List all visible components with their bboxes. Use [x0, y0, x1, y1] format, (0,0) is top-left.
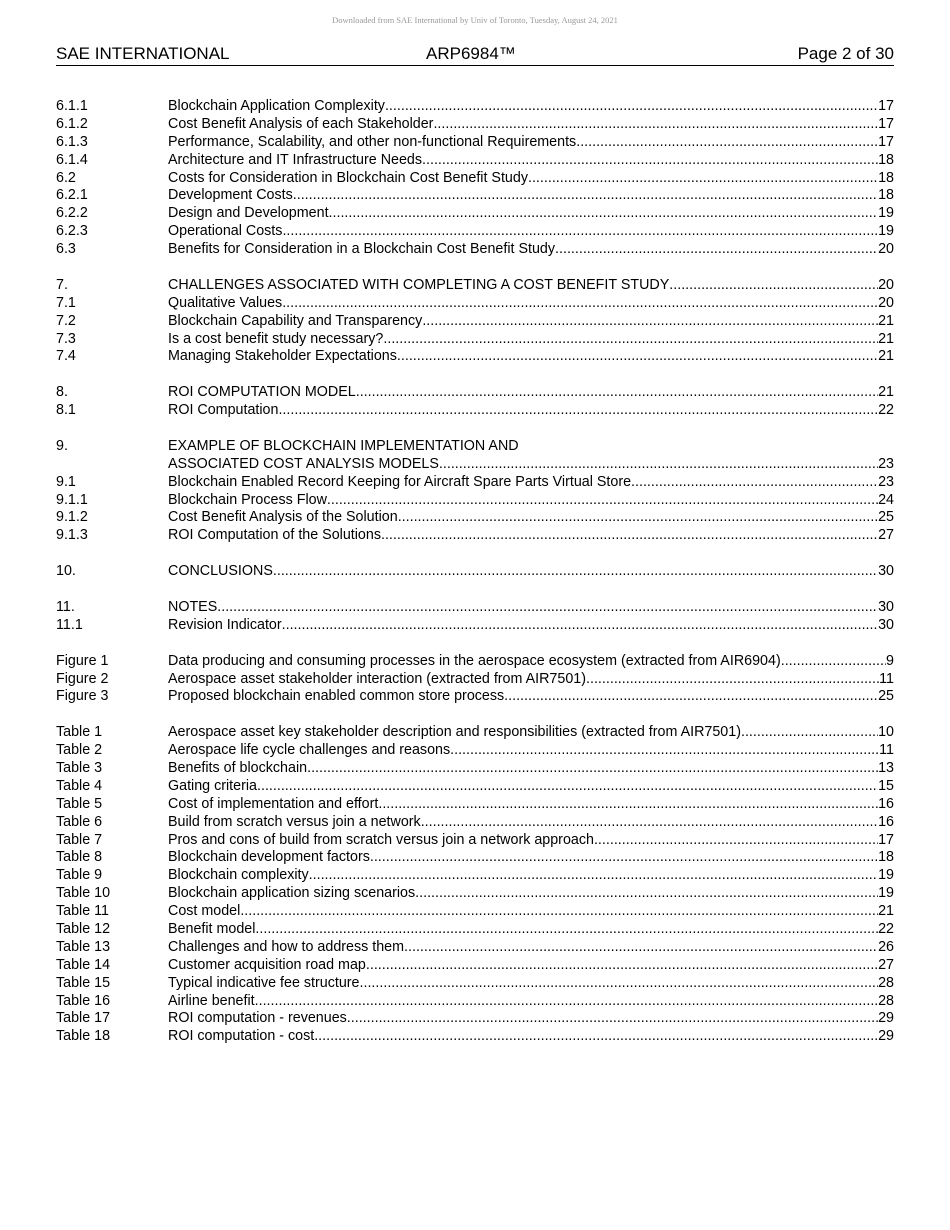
toc-entry-body — [168, 671, 894, 689]
toc-entry-number: 7.2 — [56, 312, 76, 329]
toc-entry-title: Development Costs — [168, 187, 293, 204]
toc-entry-body — [168, 1010, 894, 1028]
dot-leader — [576, 134, 878, 152]
toc-entry-page: 21 — [878, 384, 894, 401]
dot-leader — [378, 796, 878, 814]
toc-entry-page: 17 — [878, 133, 894, 150]
toc-entry[interactable] — [56, 1010, 894, 1028]
toc-entry-body — [168, 957, 894, 975]
dot-leader — [555, 241, 878, 259]
toc-entry[interactable] — [56, 492, 894, 510]
toc-entry-title: Aerospace asset key stakeholder description and responsibilities (extracted from AIR7501) — [168, 724, 741, 741]
toc-entry-body — [168, 241, 894, 259]
toc-entry-body — [168, 903, 894, 921]
toc-entry-number: 9.1.3 — [56, 527, 88, 544]
dot-leader — [504, 688, 878, 706]
toc-entry-page: 30 — [878, 598, 894, 615]
toc-entry-body — [168, 134, 894, 152]
toc-entry-title: Managing Stakeholder Expectations — [168, 348, 397, 365]
toc-entry-number: 8. — [56, 384, 68, 401]
toc-entry-body — [168, 617, 894, 635]
toc-entry-body — [168, 98, 894, 116]
toc-entry-page: 29 — [878, 1010, 894, 1027]
toc-entry-number: 9. — [56, 437, 68, 454]
toc-entry-title: CONCLUSIONS — [168, 563, 273, 580]
toc-entry[interactable] — [56, 903, 894, 921]
toc-entry-page: 23 — [878, 473, 894, 490]
dot-leader — [385, 98, 878, 116]
toc-entry-page: 20 — [878, 294, 894, 311]
toc-entry-title: Gating criteria — [168, 777, 257, 794]
toc-entry[interactable] — [56, 277, 894, 295]
toc-entry-title: Proposed blockchain enabled common store process — [168, 688, 505, 705]
toc-entry-number: 7.3 — [56, 330, 76, 347]
dot-leader — [381, 527, 878, 545]
toc-entry-number: 6.3 — [56, 241, 76, 258]
dot-leader — [397, 348, 878, 366]
document-id: ARP6984™ — [426, 44, 516, 63]
toc-entry[interactable] — [56, 939, 894, 957]
toc-entry-number: Table 7 — [56, 831, 103, 848]
toc-entry[interactable] — [56, 1028, 894, 1046]
dot-leader — [383, 331, 878, 349]
page-number: Page 2 of 30 — [797, 44, 894, 63]
dot-leader — [309, 867, 878, 885]
toc-entry-page: 27 — [878, 527, 894, 544]
toc-entry-number: 9.1 — [56, 473, 76, 490]
toc-entry-title: ROI Computation — [168, 402, 279, 419]
toc-group — [56, 563, 894, 581]
toc-entry-number: 6.1.3 — [56, 133, 88, 150]
toc-entry-title: Customer acquisition road map — [168, 956, 366, 973]
toc-entry-title: Challenges and how to address them — [168, 938, 405, 955]
toc-entry-number: Table 8 — [56, 849, 103, 866]
toc-entry-body — [168, 814, 894, 832]
toc-entry-title: Blockchain Process Flow — [168, 491, 327, 508]
dot-leader — [781, 653, 886, 671]
toc-entry-page: 13 — [878, 759, 894, 776]
dot-leader — [329, 205, 879, 223]
toc-entry[interactable] — [56, 993, 894, 1011]
toc-entry-number: 11.1 — [56, 616, 83, 633]
toc-entry-title: Airline benefit — [168, 992, 255, 1009]
toc-entry[interactable] — [56, 527, 894, 545]
dot-leader — [741, 724, 878, 742]
toc-entry-number: 6.1.4 — [56, 151, 88, 168]
toc-entry-title: Benefits for Consideration in a Blockchain Cost Benefit Study — [168, 241, 556, 258]
dot-leader — [404, 939, 878, 957]
toc-entry-title: Architecture and IT Infrastructure Needs — [168, 151, 423, 168]
toc-entry-body — [168, 456, 894, 474]
toc-entry-body — [168, 474, 894, 492]
dot-leader — [255, 921, 878, 939]
dot-leader — [356, 384, 878, 402]
toc-entry[interactable] — [56, 331, 894, 349]
toc-group — [56, 384, 894, 420]
toc-entry[interactable] — [56, 653, 894, 671]
toc-entry[interactable] — [56, 313, 894, 331]
toc-entry-title: Revision Indicator — [168, 616, 282, 633]
dot-leader — [257, 778, 878, 796]
toc-entry-body — [168, 599, 894, 617]
toc-entry-number: 7. — [56, 276, 68, 293]
toc-entry-number: Table 6 — [56, 813, 103, 830]
toc-entry-title: CHALLENGES ASSOCIATED WITH COMPLETING A COST BENEFIT STUDY — [168, 276, 670, 293]
toc-entry[interactable] — [56, 223, 894, 241]
toc-entry[interactable] — [56, 867, 894, 885]
toc-entry[interactable] — [56, 617, 894, 635]
toc-entry-title: NOTES — [168, 598, 218, 615]
toc-entry-body — [168, 116, 894, 134]
toc-entry-body — [168, 277, 894, 295]
toc-entry-body — [168, 331, 894, 349]
dot-leader — [433, 116, 878, 134]
dot-leader — [278, 402, 878, 420]
toc-entry[interactable] — [56, 724, 894, 742]
toc-entry-body — [168, 492, 894, 510]
toc-entry-number: 9.1.2 — [56, 509, 88, 526]
toc-entry[interactable] — [56, 742, 894, 760]
dot-leader — [360, 975, 879, 993]
toc-entry[interactable] — [56, 760, 894, 778]
dot-leader — [282, 617, 878, 635]
toc-entry-title: Blockchain application sizing scenarios — [168, 885, 416, 902]
toc-entry-title: ASSOCIATED COST ANALYSIS MODELS — [168, 455, 439, 472]
toc-entry-number: Table 15 — [56, 974, 111, 991]
toc-entry-title: Blockchain development factors — [168, 849, 370, 866]
toc-entry-page: 23 — [878, 455, 894, 472]
toc-entry-title: Blockchain Enabled Record Keeping for Aircraft Spare Parts Virtual Store — [168, 473, 632, 490]
toc-entry-page: 25 — [878, 688, 894, 705]
toc-entry-body — [168, 867, 894, 885]
toc-entry[interactable] — [56, 134, 894, 152]
toc-entry-title: Cost Benefit Analysis of each Stakeholder — [168, 115, 434, 132]
toc-entry-number: Table 17 — [56, 1010, 111, 1027]
toc-entry[interactable] — [56, 187, 894, 205]
toc-entry-page: 28 — [878, 974, 894, 991]
toc-group — [56, 653, 894, 707]
toc-entry-number: 8.1 — [56, 402, 76, 419]
toc-entry-page: 19 — [878, 867, 894, 884]
dot-leader — [450, 742, 879, 760]
toc-entry-number: Table 2 — [56, 742, 103, 759]
dot-leader — [255, 993, 878, 1011]
toc-entry-page: 27 — [878, 956, 894, 973]
toc-entry-number: Table 12 — [56, 920, 111, 937]
toc-entry-title: Operational Costs — [168, 223, 283, 240]
toc-entry-body — [168, 832, 894, 850]
dot-leader — [422, 152, 878, 170]
toc-entry-body — [168, 742, 894, 760]
dot-leader — [422, 313, 878, 331]
toc-entry-body — [168, 778, 894, 796]
toc-entry-body — [168, 849, 894, 867]
toc-entry[interactable] — [56, 975, 894, 993]
dot-leader — [631, 474, 878, 492]
toc-entry-page: 29 — [878, 1028, 894, 1045]
dot-leader — [421, 814, 878, 832]
toc-entry[interactable] — [56, 438, 894, 456]
toc-entry-page: 18 — [878, 849, 894, 866]
toc-group — [56, 438, 894, 545]
toc-entry-body — [168, 527, 894, 545]
toc-entry-body — [168, 438, 894, 456]
dot-leader — [415, 885, 878, 903]
toc-entry[interactable] — [56, 348, 894, 366]
toc-entry-page: 16 — [878, 813, 894, 830]
toc-entry-number: Table 10 — [56, 885, 111, 902]
toc-entry-page: 22 — [878, 402, 894, 419]
toc-entry-page: 18 — [878, 169, 894, 186]
toc-entry-page: 30 — [878, 563, 894, 580]
toc-entry-body — [168, 724, 894, 742]
running-header — [56, 44, 894, 66]
toc-group — [56, 599, 894, 635]
toc-entry-body — [168, 760, 894, 778]
toc-entry-body — [168, 402, 894, 420]
toc-entry-number: Figure 2 — [56, 670, 109, 687]
dot-leader — [307, 760, 878, 778]
toc-entry-title: ROI COMPUTATION MODEL — [168, 384, 356, 401]
toc-entry-title: Pros and cons of build from scratch versus join a network approach — [168, 831, 594, 848]
toc-entry-body — [168, 205, 894, 223]
toc-entry-number: Table 5 — [56, 795, 103, 812]
toc-entry-title: Benefit model — [168, 920, 256, 937]
toc-entry-page: 10 — [878, 724, 894, 741]
toc-entry-title: Design and Development — [168, 205, 329, 222]
toc-entry-title: Aerospace life cycle challenges and reasons — [168, 742, 451, 759]
toc-entry-body — [168, 509, 894, 527]
toc-entry-number: Table 13 — [56, 938, 111, 955]
toc-entry-page: 17 — [878, 831, 894, 848]
toc-entry-body — [168, 563, 894, 581]
toc-entry-page: 18 — [878, 151, 894, 168]
toc-group — [56, 277, 894, 366]
toc-entry-page: 21 — [878, 312, 894, 329]
toc-entry-number: Table 9 — [56, 867, 103, 884]
toc-entry-number: Table 14 — [56, 956, 111, 973]
toc-entry[interactable] — [56, 241, 894, 259]
toc-entry-body — [168, 313, 894, 331]
toc-entry-page: 19 — [878, 205, 894, 222]
dot-leader — [240, 903, 878, 921]
toc-entry-title: ROI computation - cost — [168, 1028, 315, 1045]
toc-entry[interactable] — [56, 778, 894, 796]
toc-entry-body — [168, 921, 894, 939]
toc-entry-page: 18 — [878, 187, 894, 204]
table-of-contents — [56, 98, 894, 1064]
toc-entry-title: Blockchain Capability and Transparency — [168, 312, 423, 329]
toc-entry-title: Is a cost benefit study necessary? — [168, 330, 384, 347]
toc-entry[interactable] — [56, 98, 894, 116]
dot-leader — [282, 223, 878, 241]
publisher-name: SAE INTERNATIONAL — [56, 44, 230, 63]
toc-entry-number: Table 11 — [56, 903, 109, 920]
toc-entry[interactable] — [56, 885, 894, 903]
toc-entry-body — [168, 223, 894, 241]
toc-entry-page: 21 — [878, 348, 894, 365]
toc-entry-number: 7.4 — [56, 348, 76, 365]
toc-entry[interactable] — [56, 832, 894, 850]
toc-entry[interactable] — [56, 384, 894, 402]
toc-entry-number: Table 4 — [56, 777, 103, 794]
toc-entry-page: 22 — [878, 920, 894, 937]
toc-entry-body — [168, 384, 894, 402]
toc-entry-body — [168, 993, 894, 1011]
toc-group — [56, 724, 894, 1046]
toc-entry[interactable] — [56, 671, 894, 689]
toc-entry-page: 19 — [878, 885, 894, 902]
toc-entry-body — [168, 170, 894, 188]
dot-leader — [366, 957, 878, 975]
toc-entry-number: 6.1.1 — [56, 98, 88, 114]
toc-entry-number: 6.1.2 — [56, 115, 88, 132]
toc-entry-page: 26 — [878, 938, 894, 955]
toc-entry-page: 16 — [878, 795, 894, 812]
dot-leader — [398, 509, 878, 527]
toc-entry-page: 9 — [886, 652, 894, 669]
toc-entry-title: Qualitative Values — [168, 294, 283, 311]
toc-entry-number: 7.1 — [56, 294, 76, 311]
dot-leader — [282, 295, 878, 313]
toc-entry-title: ROI computation - revenues — [168, 1010, 347, 1027]
toc-entry-number: 6.2.2 — [56, 205, 88, 222]
toc-entry-title: Aerospace asset stakeholder interaction (extracted from AIR7501) — [168, 670, 587, 687]
toc-entry-body — [168, 975, 894, 993]
toc-entry-number: 11. — [56, 598, 75, 615]
toc-entry[interactable] — [56, 796, 894, 814]
toc-group — [56, 98, 894, 259]
toc-entry-number: 6.2 — [56, 169, 76, 186]
toc-entry-page: 17 — [878, 115, 894, 132]
toc-entry-body — [168, 653, 894, 671]
dot-leader — [586, 671, 879, 689]
toc-entry[interactable] — [56, 599, 894, 617]
toc-entry-page: 19 — [878, 223, 894, 240]
toc-entry-number: 6.2.3 — [56, 223, 88, 240]
toc-entry-title: Performance, Scalability, and other non-functional Requirements — [168, 133, 577, 150]
toc-entry[interactable] — [56, 205, 894, 223]
toc-entry-page: 11 — [879, 670, 894, 687]
toc-entry-title: Blockchain complexity — [168, 867, 309, 884]
dot-leader — [347, 1010, 878, 1028]
toc-entry[interactable] — [56, 295, 894, 313]
toc-entry-body — [168, 187, 894, 205]
toc-entry-number: Table 16 — [56, 992, 111, 1009]
toc-entry-page: 24 — [878, 491, 894, 508]
toc-entry[interactable] — [56, 814, 894, 832]
toc-entry-title: Benefits of blockchain — [168, 759, 308, 776]
dot-leader — [669, 277, 878, 295]
toc-entry-title: EXAMPLE OF BLOCKCHAIN IMPLEMENTATION AND — [168, 437, 519, 454]
toc-entry-number: Figure 3 — [56, 688, 109, 705]
dot-leader — [293, 187, 878, 205]
toc-entry-body — [168, 348, 894, 366]
toc-entry-title: Cost of implementation and effort — [168, 795, 379, 812]
toc-entry-title: Typical indicative fee structure — [168, 974, 360, 991]
toc-entry-page: 20 — [878, 241, 894, 258]
toc-entry-body — [168, 796, 894, 814]
toc-entry-title: ROI Computation of the Solutions — [168, 527, 381, 544]
toc-entry[interactable] — [56, 402, 894, 420]
toc-entry-title: Build from scratch versus join a network — [168, 813, 421, 830]
toc-entry-number: Table 18 — [56, 1028, 111, 1045]
toc-entry-body — [168, 885, 894, 903]
toc-entry-body — [168, 688, 894, 706]
toc-entry[interactable] — [56, 116, 894, 134]
dot-leader — [594, 832, 878, 850]
toc-entry-number: 6.2.1 — [56, 187, 88, 204]
dot-leader — [314, 1028, 878, 1046]
toc-entry[interactable] — [56, 849, 894, 867]
toc-entry-body — [168, 295, 894, 313]
toc-entry-page: 21 — [878, 330, 894, 347]
toc-entry-page: 30 — [878, 616, 894, 633]
toc-entry[interactable] — [56, 509, 894, 527]
toc-entry[interactable] — [56, 921, 894, 939]
dot-leader — [217, 599, 878, 617]
toc-entry-number: 10. — [56, 563, 76, 580]
toc-entry-number: Table 3 — [56, 759, 103, 776]
toc-entry-page: 28 — [878, 992, 894, 1009]
toc-entry-page: 11 — [879, 742, 894, 759]
dot-leader — [528, 170, 878, 188]
toc-entry-page: 17 — [878, 98, 894, 114]
toc-entry-number: Figure 1 — [56, 652, 109, 669]
toc-entry-body — [168, 152, 894, 170]
toc-entry-page: 21 — [878, 903, 894, 920]
toc-entry[interactable] — [56, 152, 894, 170]
toc-entry[interactable] — [56, 688, 894, 706]
toc-entry-title: Cost Benefit Analysis of the Solution — [168, 509, 398, 526]
toc-entry-title: Data producing and consuming processes in the aerospace ecosystem (extracted from AIR6904) — [168, 652, 781, 669]
dot-leader — [439, 456, 878, 474]
toc-entry-title: Costs for Consideration in Blockchain Cost Benefit Study — [168, 169, 528, 186]
toc-entry-number: Table 1 — [56, 724, 103, 741]
toc-entry[interactable] — [56, 456, 894, 474]
toc-entry[interactable] — [56, 563, 894, 581]
dot-leader — [327, 492, 878, 510]
download-watermark: Downloaded from SAE International by Univ of Toronto, Tuesday, August 24, 2021 — [332, 15, 618, 25]
toc-entry[interactable] — [56, 170, 894, 188]
toc-entry-body — [168, 1028, 894, 1046]
toc-entry-page: 15 — [878, 777, 894, 794]
toc-entry-body — [168, 939, 894, 957]
toc-entry-page: 25 — [878, 509, 894, 526]
toc-entry[interactable] — [56, 957, 894, 975]
toc-entry-number: 9.1.1 — [56, 491, 88, 508]
toc-entry[interactable] — [56, 474, 894, 492]
toc-entry-title: Cost model — [168, 903, 241, 920]
toc-entry-title: Blockchain Application Complexity — [168, 98, 385, 114]
toc-entry-page: 20 — [878, 276, 894, 293]
dot-leader — [370, 849, 878, 867]
dot-leader — [273, 563, 878, 581]
